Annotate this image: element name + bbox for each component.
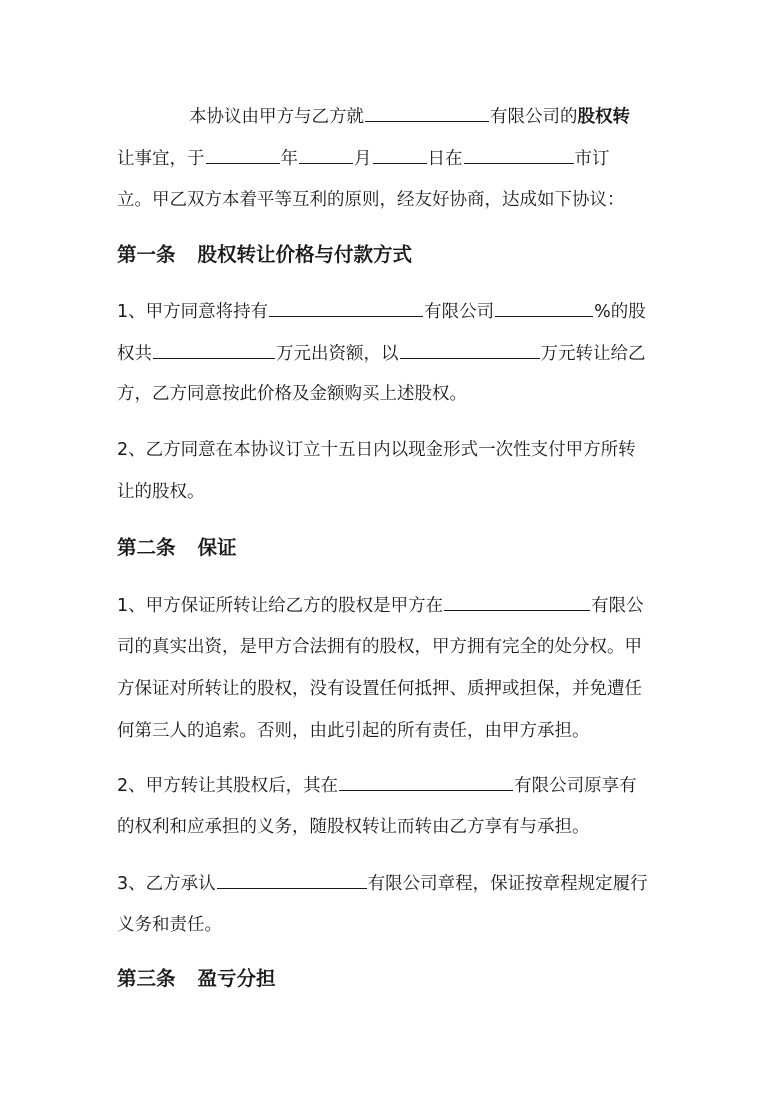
a1-p2-line-2: 让的股权。 xyxy=(117,482,205,502)
clause-text: 权共 xyxy=(117,344,152,364)
intro-line-1 xyxy=(189,103,630,130)
intro-text: 日在 xyxy=(427,149,463,169)
a1-p1-line-2 xyxy=(117,340,646,367)
intro-text: 年 xyxy=(280,149,298,169)
clause-text: 1、甲方保证所转让给乙方的股权是甲方在 xyxy=(117,596,444,616)
article-1-heading xyxy=(117,241,412,269)
clause-text: 万元出资额，以 xyxy=(276,344,399,364)
article-number: 第二条 xyxy=(117,536,176,559)
intro-text: 月 xyxy=(354,149,372,169)
blank-transfer-price[interactable] xyxy=(400,340,540,359)
clause-text: 有限公司原享有 xyxy=(514,776,637,796)
intro-text-bold: 股权转 xyxy=(577,107,630,127)
clause-text: 有限公司章程，保证按章程规定履行 xyxy=(367,874,648,894)
a2-p3-line-2: 义务和责任。 xyxy=(117,915,222,935)
intro-line-2 xyxy=(117,145,610,172)
article-number: 第三条 xyxy=(117,967,176,990)
clause-text: 1、甲方同意将持有 xyxy=(117,302,269,322)
blank-percentage[interactable] xyxy=(495,298,593,317)
blank-company-name[interactable] xyxy=(444,592,590,611)
a2-p2-line-2: 的权利和应承担的义务，随股权转让而转由乙方享有与承担。 xyxy=(117,817,590,837)
a1-p1-line-1 xyxy=(117,298,646,325)
a2-p1-line-2: 司的真实出资，是甲方合法拥有的股权，甲方拥有完全的处分权。甲 xyxy=(117,637,642,657)
intro-text: 有限公司的 xyxy=(490,107,578,127)
blank-city[interactable] xyxy=(464,145,574,164)
article-title: 股权转让价格与付款方式 xyxy=(197,243,413,266)
blank-month[interactable] xyxy=(299,145,353,164)
article-number: 第一条 xyxy=(117,243,176,266)
clause-text: 万元转让给乙 xyxy=(540,344,646,364)
article-2-heading xyxy=(117,534,237,562)
blank-company-name[interactable] xyxy=(365,103,489,122)
blank-year[interactable] xyxy=(206,145,280,164)
a2-p3-line-1 xyxy=(117,870,648,897)
a2-p1-line-1 xyxy=(117,592,644,619)
intro-text: 市订 xyxy=(574,149,610,169)
clause-text: 3、乙方承认 xyxy=(117,874,216,894)
blank-day[interactable] xyxy=(373,145,427,164)
clause-text: 有限公司 xyxy=(424,302,495,322)
blank-company-name[interactable] xyxy=(269,298,423,317)
a1-p2-line-1: 2、乙方同意在本协议订立十五日内以现金形式一次性支付甲方所转 xyxy=(117,440,636,460)
a2-p1-line-3: 方保证对所转让的股权，没有设置任何抵押、质押或担保，并免遭任 xyxy=(117,679,642,699)
article-title: 盈亏分担 xyxy=(197,967,276,990)
blank-company-name[interactable] xyxy=(339,772,513,791)
clause-text: 2、甲方转让其股权后，其在 xyxy=(117,776,339,796)
clause-text: 有限公 xyxy=(591,596,644,616)
intro-text: 本协议由甲方与乙方就 xyxy=(189,107,364,127)
a2-p2-line-1 xyxy=(117,772,637,799)
a2-p1-line-4: 何第三人的追索。否则，由此引起的所有责任，由甲方承担。 xyxy=(117,721,590,741)
a1-p1-line-3: 方，乙方同意按此价格及金额购买上述股权。 xyxy=(117,384,467,404)
article-title: 保证 xyxy=(197,536,237,559)
blank-company-name[interactable] xyxy=(217,870,367,889)
intro-text: 让事宜，于 xyxy=(117,149,205,169)
blank-capital-amount[interactable] xyxy=(153,340,275,359)
intro-line-3: 立。甲乙双方本着平等互利的原则，经友好协商，达成如下协议： xyxy=(117,190,625,210)
article-3-heading xyxy=(117,965,276,993)
clause-text: %的股 xyxy=(594,302,646,322)
